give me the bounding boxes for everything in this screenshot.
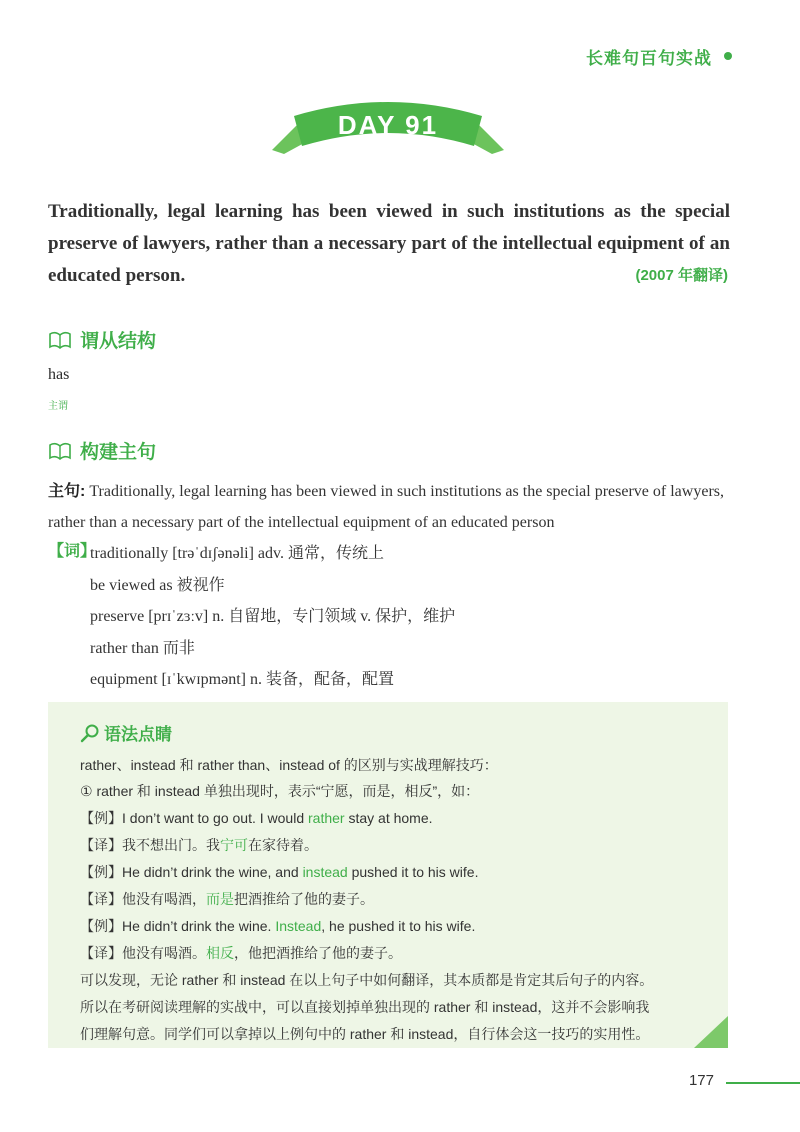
example-highlight: Instead (275, 918, 322, 934)
example-tag: 【例】 (80, 864, 122, 880)
grammar-tip-line1: 所以在考研阅读理解的实战中，可以直接划掉单独出现的 rather 和 instead，这并不会影响我 (80, 999, 650, 1015)
grammar-title-text: 语法点睛 (104, 725, 172, 744)
open-book-icon (48, 441, 72, 461)
example-highlight: 宁可 (220, 837, 248, 853)
grammar-intro: rather、instead 和 rather than、instead of 的区别与实战理解技巧： (80, 757, 498, 773)
section-main-clause-title: 构建主句 (80, 442, 157, 463)
translation-line (80, 943, 402, 963)
section-predicate-heading (48, 326, 156, 353)
sentence-source: (2007 年翻译) (635, 267, 728, 284)
example-pre: He didn’t drink the wine, and (122, 864, 303, 880)
vocab-item: preserve [prɪˈzɜːv] n. 自留地，专门领域 v. 保护，维护 (90, 608, 456, 625)
vocab-item: be viewed as 被视作 (90, 577, 225, 594)
page-fold-icon (694, 1016, 728, 1048)
running-header-title: 长难句百句实战 (586, 49, 712, 68)
example-pre: He didn’t drink the wine. (122, 918, 276, 934)
grammar-point1: ① rather 和 instead 单独出现时，表示“宁愿，而是，相反”，如： (80, 783, 480, 799)
example-pre: 他没有喝酒。 (122, 945, 206, 961)
example-tag: 【例】 (80, 918, 122, 934)
example-post: stay at home. (344, 810, 433, 826)
example-line (80, 808, 433, 828)
example-post: ，他把酒推给了他的妻子。 (234, 945, 402, 961)
example-line (80, 916, 475, 936)
day-banner (272, 90, 504, 156)
example-highlight: 相反 (206, 945, 234, 961)
example-pre: 我不想出门。我 (122, 837, 220, 853)
main-clause-text (48, 476, 730, 538)
example-highlight: instead (302, 864, 348, 880)
example-highlight: 而是 (206, 891, 234, 907)
example-post: 把酒推给了他的妻子。 (234, 891, 374, 907)
main-clause-body: Traditionally, legal learning has been viewed in such institutions as the special preserve of lawyers, rather than a necessary part of the intellectual equipment of an educated person (48, 483, 724, 531)
example-tag: 【译】 (80, 837, 122, 853)
main-clause-label: 主句: (48, 483, 86, 500)
footer-rule (726, 1082, 800, 1084)
banner-text: DAY 91 (337, 110, 439, 140)
vocab-item: traditionally [trəˈdɪʃənəli] adv. 通常，传统上 (90, 545, 384, 562)
section-predicate-title: 谓从结构 (80, 331, 157, 352)
grammar-title (80, 720, 172, 745)
header-dot-icon (724, 52, 732, 60)
main-sentence: Traditionally, legal learning has been viewed in such institutions as the special preserve of lawyers, rather than a necessary part of the intellectual equipment of an educated person. (48, 201, 730, 286)
section-main-clause-heading (48, 437, 156, 464)
example-pre: 他没有喝酒， (122, 891, 206, 907)
example-tag: 【例】 (80, 810, 122, 826)
example-pre: I don’t want to go out. I would (122, 810, 309, 826)
page-number: 177 (688, 1072, 714, 1089)
vocab-item: rather than 而非 (90, 640, 195, 657)
example-highlight: rather (308, 810, 345, 826)
example-tag: 【译】 (80, 945, 122, 961)
vocab-bracket: 【词】 (48, 543, 97, 560)
example-post: 在家待着。 (248, 837, 318, 853)
example-post: pushed it to his wife. (347, 864, 479, 880)
open-book-icon (48, 330, 72, 350)
example-line (80, 862, 478, 882)
predicate-label: 主谓 (48, 401, 68, 412)
magnifier-icon (80, 723, 100, 743)
example-post: , he pushed it to his wife. (321, 918, 476, 934)
translation-line (80, 835, 318, 855)
predicate-word: has (48, 366, 70, 383)
example-tag: 【译】 (80, 891, 122, 907)
grammar-summary: 可以发现，无论 rather 和 instead 在以上句子中如何翻译，其本质都是肯定其后句子的内容。 (80, 972, 654, 988)
grammar-tip-line2: 们理解句意。同学们可以拿掉以上例句中的 rather 和 instead，自行体会这一技巧的实用性。 (80, 1026, 650, 1042)
vocab-item: equipment [ɪˈkwɪpmənt] n. 装备，配备，配置 (90, 671, 394, 688)
translation-line (80, 889, 374, 909)
